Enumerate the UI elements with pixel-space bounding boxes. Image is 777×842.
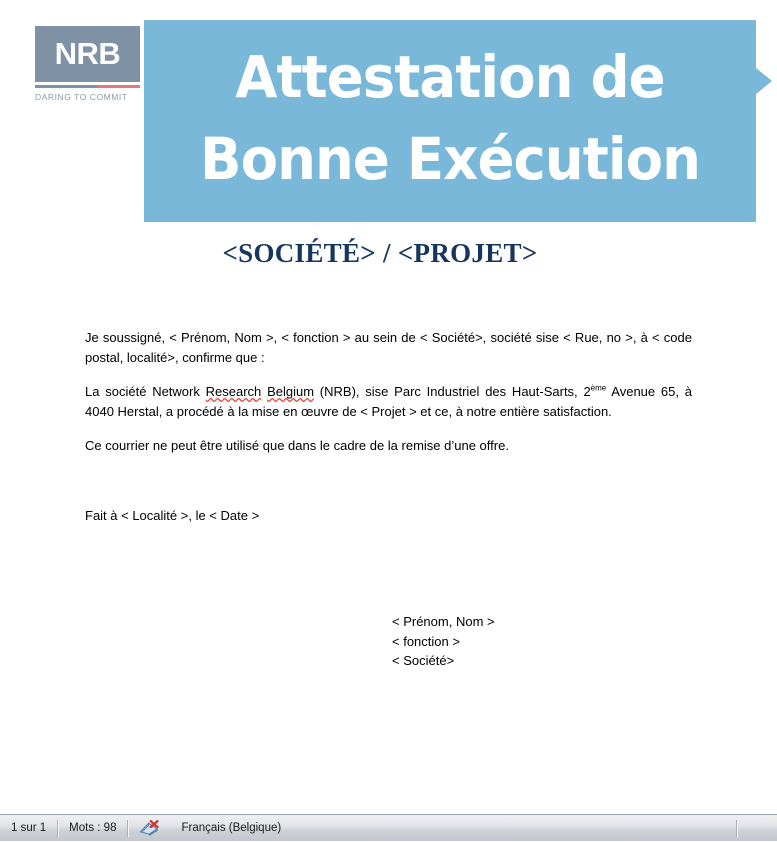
signature-block[interactable] <box>392 612 495 671</box>
signature-line-name: < Prénom, Nom > <box>392 614 495 629</box>
body-paragraph-1 <box>85 328 692 367</box>
logo-tagline: DARING TO COMMIT <box>35 92 128 102</box>
paragraph-spacer-large <box>85 456 692 506</box>
spellcheck-error-research[interactable]: Research <box>205 384 262 399</box>
logo-rule-right-segment <box>97 85 140 88</box>
body-paragraph-3: Ce courrier ne peut être utilisé que dans le cadre de la remise d’une offre. <box>85 438 509 453</box>
logo-rule-left-segment <box>35 85 97 88</box>
spellcheck-error-belgium[interactable]: Belgium <box>267 384 315 399</box>
spelling-book-error-icon <box>139 820 159 836</box>
document-title <box>162 36 737 200</box>
body-paragraph-2-text-a: La société Network <box>85 384 206 399</box>
body-paragraph-2 <box>85 382 692 421</box>
document-title-line-1: Attestation de <box>235 43 665 111</box>
logo-wordmark: NRB <box>54 35 121 71</box>
document-title-line-2: Bonne Exécution <box>199 125 701 193</box>
status-bar <box>0 814 777 841</box>
body-paragraph-4: Fait à < Localité >, le < Date > <box>85 507 260 523</box>
status-page-count[interactable]: 1 sur 1 <box>11 822 47 834</box>
status-language[interactable]: Français (Belgique) <box>181 822 282 834</box>
signature-line-company: < Société> <box>392 653 455 668</box>
body-paragraph-2-text-b: (NRB), sise Parc Industriel des Haut-Sarts, 2 <box>314 384 591 399</box>
paragraph-spacer <box>85 421 692 436</box>
logo-divider-rule <box>35 85 140 88</box>
status-separator-right <box>736 820 737 837</box>
status-word-count[interactable]: Mots : 98 <box>69 822 117 834</box>
document-subtitle: <SOCIÉTÉ> / <PROJET> <box>222 238 538 268</box>
title-banner <box>144 20 756 222</box>
paragraph-spacer <box>85 367 692 382</box>
ordinal-superscript: ème <box>590 383 607 393</box>
document-body[interactable] <box>85 328 692 525</box>
body-paragraph-2-text-c: Avenue 65, à 4040 Herstal, a procédé à la mise en œuvre de < Projet > et ce, à notre entière satisfaction. <box>85 384 692 419</box>
logo-mark <box>35 26 140 82</box>
banner-arrow-icon <box>756 68 772 94</box>
signature-line-function: < fonction > <box>392 633 460 649</box>
body-paragraph-1-text: Je soussigné, < Prénom, Nom >, < fonction > au sein de < Société>, société sise < Rue, no >, à < code postal, localité>, confirme que : <box>85 330 692 365</box>
nrb-logo <box>35 26 140 102</box>
status-proofing-button[interactable] <box>128 815 170 842</box>
